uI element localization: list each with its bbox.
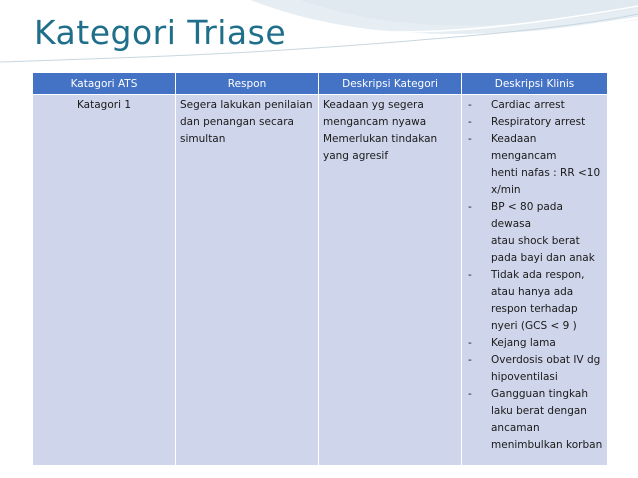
klinis-line: Gangguan tingkah — [491, 388, 588, 400]
table-header-row — [33, 73, 608, 95]
klinis-line: atau shock berat — [491, 235, 580, 247]
kategori-text: Katagori 1 — [76, 99, 132, 111]
list-item — [466, 114, 603, 131]
klinis-line: Overdosis obat IV dg — [491, 354, 601, 366]
klinis-line: henti nafas : RR <10 — [491, 167, 601, 179]
list-item — [466, 199, 603, 267]
klinis-line: Kejang lama — [491, 337, 556, 349]
klinis-line: hipoventilasi — [491, 371, 558, 383]
list-item — [466, 97, 603, 114]
klinis-line: BP < 80 pada dewasa — [491, 201, 563, 230]
bullet-dash: - — [468, 201, 472, 213]
klinis-list — [466, 97, 603, 454]
klinis-line: ancaman — [491, 422, 540, 434]
deskripsi-kategori-line: Keadaan yg segera — [323, 99, 424, 111]
klinis-line: respon terhadap — [491, 303, 578, 315]
deskripsi-kategori-line: yang agresif — [323, 150, 389, 162]
klinis-line: Keadaan mengancam — [491, 133, 557, 162]
list-item — [466, 386, 603, 454]
list-item — [466, 267, 603, 335]
klinis-line: x/min — [491, 184, 521, 196]
bullet-dash: - — [468, 133, 472, 145]
header-deskripsi-kategori: Deskripsi Kategori — [319, 73, 462, 95]
deskripsi-kategori-line: Memerlukan tindakan — [323, 133, 438, 145]
bullet-dash: - — [468, 337, 472, 349]
klinis-line: menimbulkan korban — [491, 439, 603, 451]
respon-line: simultan — [180, 133, 226, 145]
klinis-line: atau hanya ada — [491, 286, 574, 298]
cell-kategori — [33, 95, 176, 466]
table-row — [33, 95, 608, 466]
list-item — [466, 335, 603, 352]
header-kategori-ats: Katagori ATS — [33, 73, 176, 95]
klinis-line: Tidak ada respon, — [491, 269, 585, 281]
deskripsi-kategori-line: mengancam nyawa — [323, 116, 427, 128]
respon-line: Segera lakukan penilaian — [180, 99, 313, 111]
klinis-line: laku berat dengan — [491, 405, 587, 417]
bullet-dash: - — [468, 116, 472, 128]
bullet-dash: - — [468, 269, 472, 281]
klinis-line: nyeri (GCS < 9 ) — [491, 320, 577, 332]
bullet-dash: - — [468, 354, 472, 366]
slide-title: Kategori Triase — [34, 13, 287, 52]
list-item — [466, 131, 603, 199]
header-deskripsi-klinis: Deskripsi Klinis — [462, 73, 608, 95]
bullet-dash: - — [468, 388, 472, 400]
bullet-dash: - — [468, 99, 472, 111]
cell-respon — [176, 95, 319, 466]
list-item — [466, 352, 603, 386]
klinis-line: Cardiac arrest — [491, 99, 565, 111]
cell-deskripsi-klinis — [462, 95, 608, 466]
klinis-line: Respiratory arrest — [491, 116, 586, 128]
header-respon: Respon — [176, 73, 319, 95]
triage-table — [32, 72, 608, 466]
cell-deskripsi-kategori — [319, 95, 462, 466]
klinis-line: pada bayi dan anak — [491, 252, 595, 264]
respon-line: dan penangan secara — [180, 116, 294, 128]
